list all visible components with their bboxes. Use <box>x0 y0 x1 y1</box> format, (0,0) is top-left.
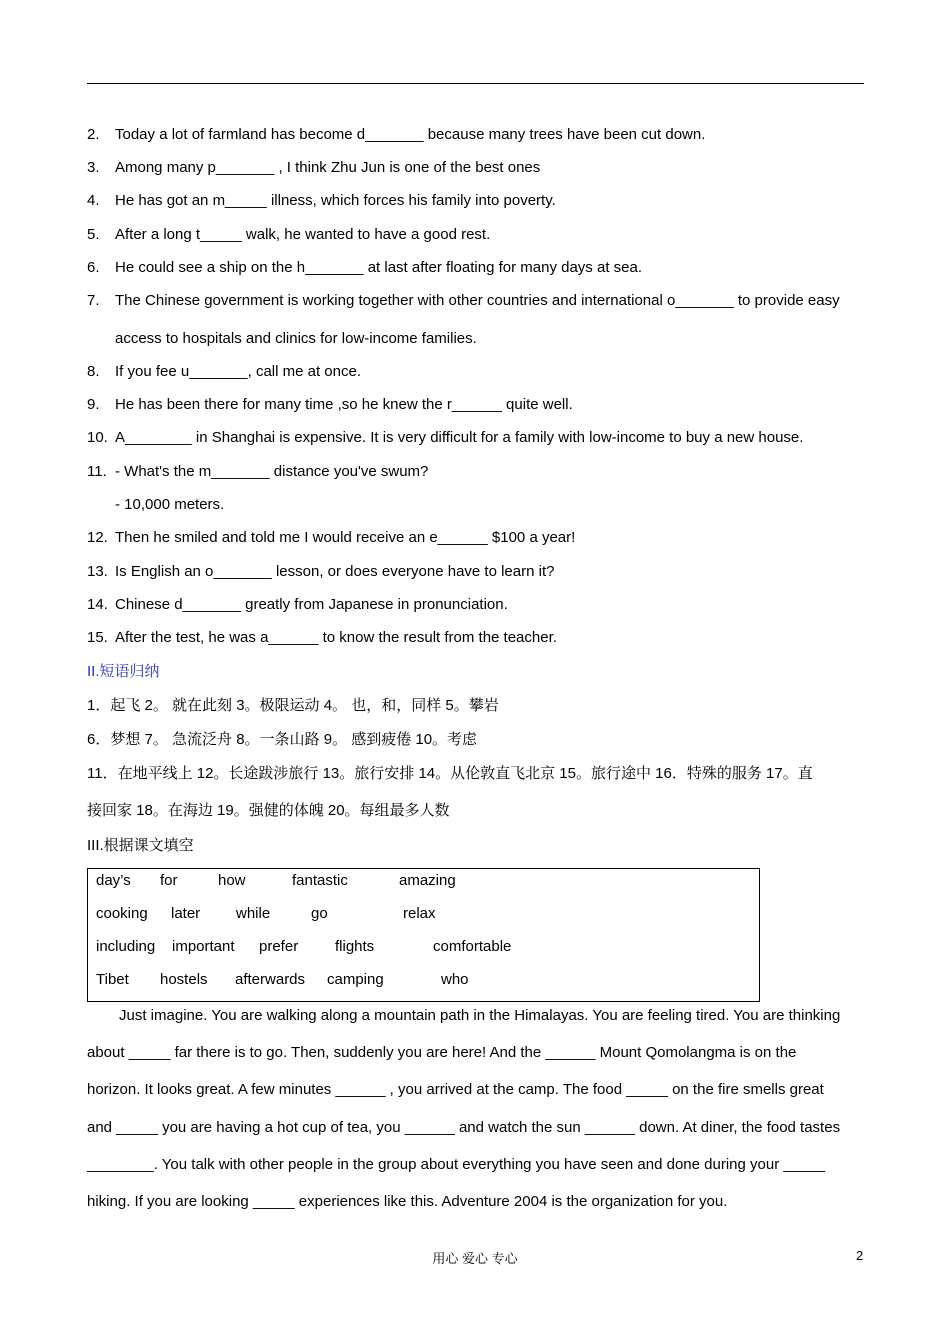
passage-line-5: ________. You talk with other people in the group about everything you have seen and done during your _____ <box>87 1156 826 1173</box>
phrase-line-4: 接回家 18。在海边 19。强健的体魄 20。每组最多人数 <box>87 802 450 819</box>
passage-line-1: Just imagine. You are walking along a mountain path in the Himalayas. You are feeling tired. You are thinking <box>119 1007 841 1024</box>
word-bank-word: for <box>160 872 178 889</box>
word-bank-word: while <box>236 905 271 922</box>
vocab-item-8: 8. If you fee u_______, call me at once. <box>87 363 361 380</box>
word-bank-word: who <box>441 971 469 988</box>
section-3-title: III.根据课文填空 <box>87 837 194 854</box>
section-2-title: II.短语归纳 <box>87 663 160 680</box>
word-bank-word: cooking <box>96 905 148 922</box>
vocab-item-4: 4. He has got an m_____ illness, which forces his family into poverty. <box>87 192 556 209</box>
vocab-item-12: 12. Then he smiled and told me I would receive an e______ $100 a year! <box>87 529 576 546</box>
passage-line-4: and _____ you are having a hot cup of tea, you ______ and watch the sun ______ down. At diner, the food tastes <box>87 1119 841 1136</box>
word-bank-word: prefer <box>259 938 299 955</box>
phrase-line-1: 1．起飞 2。 就在此刻 3。极限运动 4。 也，和，同样 5。攀岩 <box>87 697 499 714</box>
vocab-item-14: 14. Chinese d_______ greatly from Japanese in pronunciation. <box>87 596 508 613</box>
word-bank-word: relax <box>403 905 436 922</box>
word-bank-word: later <box>171 905 201 922</box>
vocab-item-11: 11. - What's the m_______ distance you've swum? <box>87 463 429 480</box>
vocab-item-6: 6. He could see a ship on the h_______ at last after floating for many days at sea. <box>87 259 642 276</box>
word-bank-word: Tibet <box>96 971 129 988</box>
vocab-item-10: 10. A________ in Shanghai is expensive. It is very difficult for a family with low-income to buy a new house. <box>87 429 804 446</box>
vocab-item-13: 13. Is English an o_______ lesson, or does everyone have to learn it? <box>87 563 555 580</box>
word-bank-word: how <box>218 872 246 889</box>
page-number: 2 <box>856 1248 864 1263</box>
word-bank-word: go <box>311 905 328 922</box>
word-bank-word: hostels <box>160 971 208 988</box>
word-bank-word: including <box>96 938 156 955</box>
passage-line-2: about _____ far there is to go. Then, suddenly you are here! And the ______ Mount Qomolangma is on the <box>87 1044 797 1061</box>
vocab-item-3: 3. Among many p_______ , I think Zhu Jun is one of the best ones <box>87 159 541 176</box>
word-bank-word: flights <box>335 938 375 955</box>
word-bank-word: day’s <box>96 872 131 889</box>
vocab-item-11-answer: - 10,000 meters. <box>115 496 225 513</box>
vocab-item-9: 9. He has been there for many time ,so he knew the r______ quite well. <box>87 396 573 413</box>
page-footer: 用心 爱心 专心 <box>432 1251 518 1266</box>
word-bank-word: comfortable <box>433 938 512 955</box>
word-bank-word: camping <box>327 971 384 988</box>
vocab-item-5: 5. After a long t_____ walk, he wanted to have a good rest. <box>87 226 491 243</box>
phrase-line-2: 6．梦想 7。 急流泛舟 8。一条山路 9。 感到疲倦 10。考虑 <box>87 731 478 748</box>
passage-line-6: hiking. If you are looking _____ experiences like this. Adventure 2004 is the organization for you. <box>87 1193 728 1210</box>
word-bank-box <box>87 868 760 1002</box>
word-bank-word: fantastic <box>292 872 348 889</box>
vocab-item-7-continuation: access to hospitals and clinics for low-income families. <box>115 330 477 347</box>
phrase-line-3: 11．在地平线上 12。长途跋涉旅行 13。旅行安排 14。从伦敦直飞北京 15。旅行途中 16．特殊的服务 17。直 <box>87 765 813 782</box>
word-bank-word: important <box>172 938 235 955</box>
word-bank-word: amazing <box>399 872 456 889</box>
word-bank-word: afterwards <box>235 971 306 988</box>
header-rule <box>87 83 864 84</box>
vocab-item-15: 15. After the test, he was a______ to know the result from the teacher. <box>87 629 557 646</box>
vocab-item-7: 7. The Chinese government is working together with other countries and international o_______ to provide easy <box>87 292 840 309</box>
vocab-item-2: 2. Today a lot of farmland has become d_______ because many trees have been cut down. <box>87 126 706 143</box>
passage-line-3: horizon. It looks great. A few minutes ______ , you arrived at the camp. The food _____ on the fire smells great <box>87 1081 824 1098</box>
